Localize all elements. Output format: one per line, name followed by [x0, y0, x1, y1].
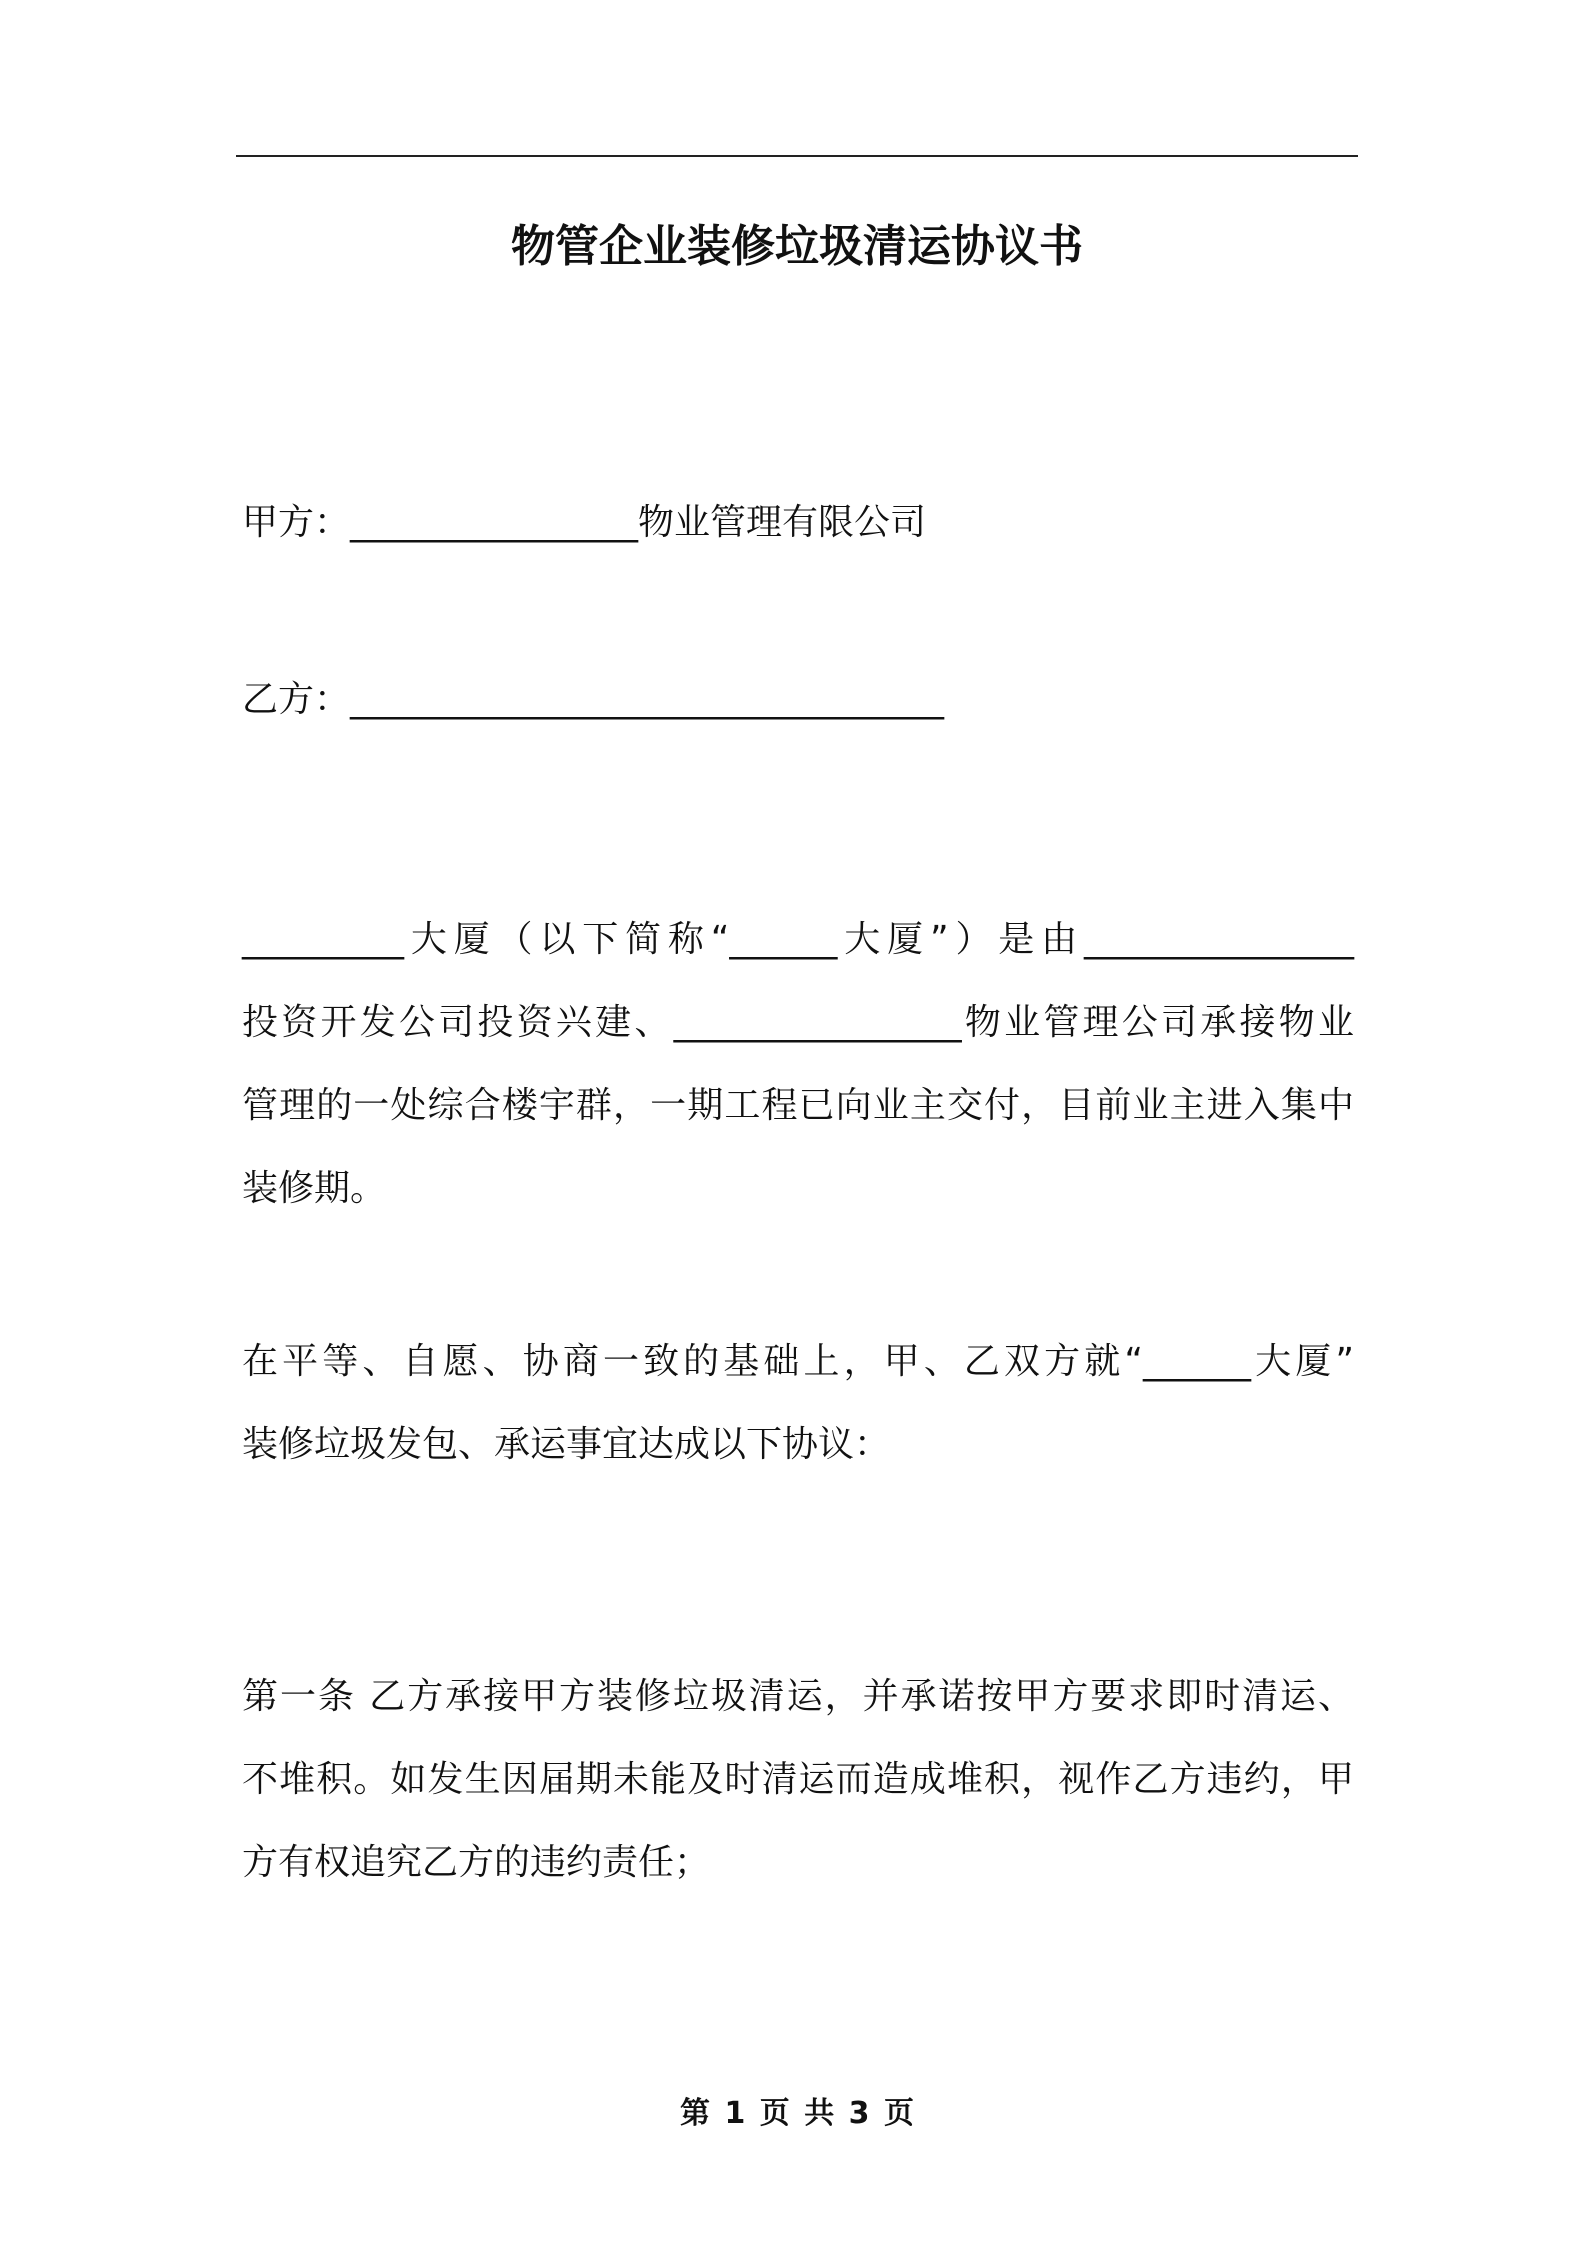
paragraph-line: 投资开发公司投资兴建、________________物业管理公司承接物业: [242, 1002, 1354, 1043]
document-title: 物管企业装修垃圾清运协议书: [511, 221, 1083, 272]
paragraph-line: 装修垃圾发包、承运事宜达成以下协议：: [242, 1424, 891, 1465]
party-b-line: 乙方：_________________________________: [242, 679, 945, 720]
paragraph-line: 第一条 乙方承接甲方装修垃圾清运，并承诺按甲方要求即时清运、: [242, 1676, 1354, 1717]
paragraph-line: 装修期。: [242, 1168, 387, 1209]
party-a-line: 甲方：________________物业管理有限公司: [242, 502, 927, 543]
header-rule: [236, 155, 1358, 157]
paragraph-intro: [242, 898, 1354, 1230]
paragraph-line: 不堆积。如发生因届期未能及时清运而造成堆积，视作乙方违约，甲: [242, 1759, 1354, 1800]
paragraph-line: _________大厦（以下简称“______大厦”）是由_______________: [242, 919, 1354, 960]
article-one: [242, 1655, 1354, 1904]
paragraph-line: 管理的一处综合楼宇群，一期工程已向业主交付，目前业主进入集中: [242, 1085, 1354, 1126]
paragraph-line: 在平等、自愿、协商一致的基础上，甲、乙双方就“______大厦”: [242, 1341, 1354, 1382]
page-number: 第 1 页 共 3 页: [680, 2096, 914, 2131]
paragraph-line: 方有权追究乙方的违约责任；: [242, 1842, 711, 1883]
paragraph-agreement: [242, 1320, 1354, 1486]
